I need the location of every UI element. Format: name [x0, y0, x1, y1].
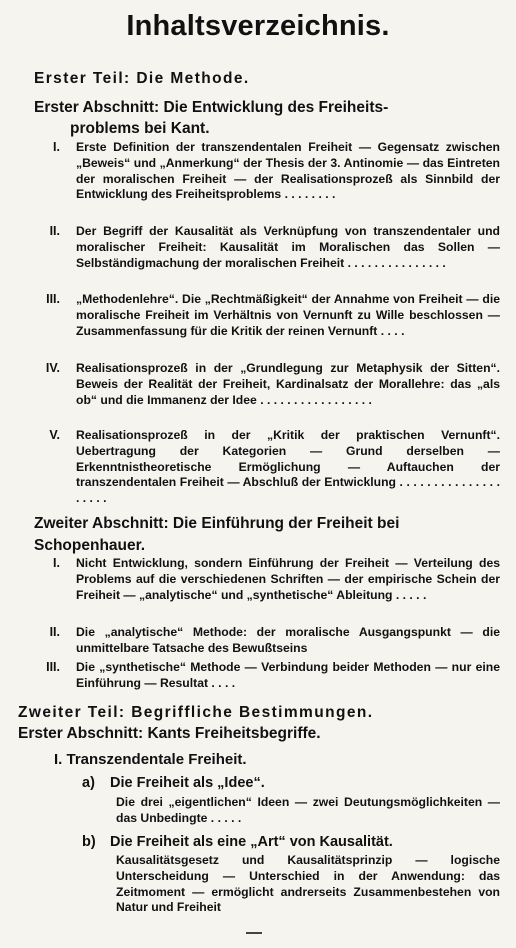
- entry-number: II.: [49, 625, 60, 639]
- entry-number: II.: [49, 224, 60, 238]
- section-heading-1-line1: Erster Abschnitt: Die Entwicklung des Freiheits-: [34, 99, 389, 116]
- entry-text: „Methodenlehre“. Die „Rechtmäßigkeit“ der Annahme von Freiheit — die moralische Freiheit im Verhältnis von Vernunft zu Wille beschlossen — Zusammenfassung für die Kritik der reinen Vernunft . . . .: [76, 292, 500, 338]
- page-title: Inhaltsverzeichnis.: [126, 10, 390, 42]
- entry-number: I.: [53, 140, 60, 154]
- section-heading-2-line1: Zweiter Abschnitt: Die Einführung der Freiheit bei: [34, 515, 400, 532]
- section-heading-1: [34, 97, 388, 139]
- section-heading-2-line2: Schopenhauer.: [34, 537, 146, 554]
- subsection-b-title: Die Freiheit als eine „Art“ von Kausalität.: [110, 834, 393, 850]
- entry-text: Der Begriff der Kausalität als Verknüpfung von transzendentaler und moralischer Freiheit: Kausalität im Moralischen das Sollen — Selbständigmachung der moralischen Freiheit . . . . . . . . . . . . . . .: [76, 224, 500, 270]
- subsection-heading: I. Transzendentale Freiheit.: [54, 751, 247, 768]
- section-heading-2: [34, 513, 399, 557]
- entry-number: V.: [49, 428, 60, 442]
- part-heading-2: Zweiter Teil: Begriffliche Bestimmungen.: [18, 704, 374, 721]
- entry-text: Realisationsprozeß in der „Kritik der praktischen Vernunft“. Uebertragung der Kategorien — Grund derselben — Erkenntnistheoretische Ermöglichung — Auftauchen der transzendentalen Freiheit — Abschluß der Entwicklung . . . . . . . . . . . . . . . . . . . .: [76, 428, 500, 506]
- entry-number: I.: [53, 556, 60, 570]
- entry-text: Nicht Entwicklung, sondern Einführung der Freiheit — Verteilung des Problems auf die verschiedenen Schriften — der empirische Schein der Freiheit — „analytische“ und „synthetische“ Ableitung . . . . .: [76, 556, 500, 602]
- entry-text: Die „analytische“ Methode: der moralische Ausgangspunkt — die unmittelbare Tatsache des Bewußtseins: [76, 625, 500, 655]
- subsection-a-title: Die Freiheit als „Idee“.: [110, 775, 265, 791]
- entry-number: III.: [46, 292, 60, 306]
- entry-text: Die „synthetische“ Methode — Verbindung beider Methoden — nur eine Einführung — Resultat . . . .: [76, 660, 500, 690]
- entry-number: IV.: [45, 361, 60, 375]
- section-heading-1-line2: problems bei Kant.: [70, 120, 210, 137]
- subsection-a-text: Die drei „eigentlichen“ Ideen — zwei Deutungsmöglichkeiten — das Unbedingte . . . . .: [116, 795, 500, 825]
- subsection-a-label: a): [82, 775, 95, 791]
- subsection-b-text: Kausalitätsgesetz und Kausalitätsprinzip — logische Unterscheidung — Unterschied in der Anwendung: das Zeitmoment — ermöglicht andrerseits Zusammenbestehen von Natur und Freiheit: [116, 853, 500, 915]
- entry-text: Erste Definition der transzendentalen Freiheit — Gegensatz zwischen „Beweis“ und „Anmerkung“ der Thesis der 3. Antinomie — das Eintreten der moralischen Freiheit — der Realisationsprozeß als Sinnbild der Entwicklung des Freiheitsproblems . . . . . . . .: [76, 140, 500, 202]
- footer-dash: [246, 932, 262, 934]
- subsection-b-label: b): [82, 834, 96, 850]
- entry-text: Realisationsprozeß in der „Grundlegung zur Metaphysik der Sitten“. Beweis der Realität der Freiheit, Kardinalsatz der Morallehre: das „als ob“ und die Immanenz der Idee . . . . . . . . . . . . . . . . .: [76, 361, 500, 407]
- part-heading-1: Erster Teil: Die Methode.: [34, 70, 250, 87]
- section-heading-3: Erster Abschnitt: Kants Freiheitsbegriffe.: [18, 725, 321, 742]
- entry-number: III.: [46, 660, 60, 674]
